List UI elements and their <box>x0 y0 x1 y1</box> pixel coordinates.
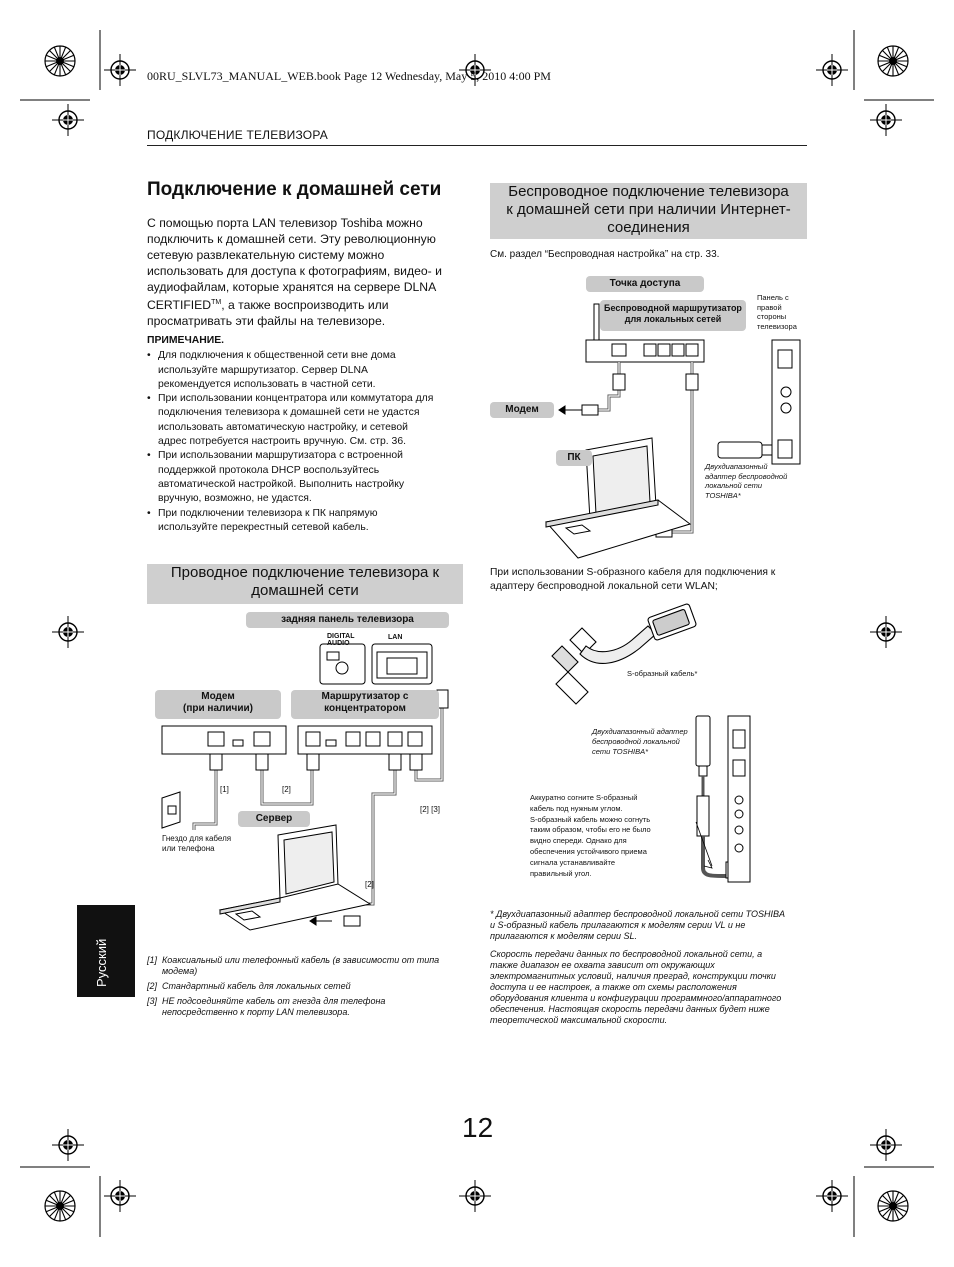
panel-label-line: Панель с <box>757 293 789 302</box>
star-footnote-line: и S-образный кабель прилагаются к моделям серии VL и не <box>490 920 746 930</box>
jack-label-line: Гнездо для кабеля <box>162 834 232 843</box>
trademark: TM <box>211 299 222 306</box>
running-head: ПОДКЛЮЧЕНИЕ ТЕЛЕВИЗОРА <box>147 128 328 142</box>
intro-line: использовать для доступа к фотографиям, видео- и <box>147 264 442 278</box>
certified-text: CERTIFIED <box>147 298 212 313</box>
router-label <box>291 690 439 719</box>
wlan-adapter2-label <box>592 727 688 757</box>
bend-note <box>530 793 651 879</box>
footnote-marker: [1] <box>147 955 158 965</box>
language-tab-label: Русский <box>94 938 109 987</box>
panel-label-line: телевизора <box>757 321 797 331</box>
modem-label <box>155 690 281 719</box>
adapter-label-line: TOSHIBA* <box>705 490 741 500</box>
intro-line: просматривать эти файлы на телевизоре. <box>147 314 386 329</box>
server-label: Сервер <box>238 811 310 827</box>
speed-note-line: также диапазон ее охвата зависит от окружающих <box>490 960 715 970</box>
bend-note-line: правильный угол. <box>530 868 592 878</box>
bend-note-line: видно спереди. Однако для <box>530 836 627 846</box>
note-line: рекомендуется использовать в частной сети. <box>158 378 376 390</box>
note-line: • При подключении телевизора к ПК напрямую <box>158 507 378 519</box>
wireless-heading-line: к домашней сети при наличии Интернет- <box>506 201 791 218</box>
note-item <box>147 507 467 536</box>
digital-audio-line: AUDIO <box>327 640 350 647</box>
adapter2-label-line: беспроводной локальной <box>592 737 680 746</box>
intro-paragraph <box>147 215 467 329</box>
footnote-marker: [2] <box>147 981 158 991</box>
tv-rear-panel <box>320 644 432 684</box>
speed-note-line: обеспечения. Настоящая скорость передачи данных будет ниже <box>490 1004 770 1014</box>
modem-label-line: (при наличии) <box>183 703 253 714</box>
ref-2a: [2] <box>282 785 291 794</box>
header-rule <box>147 145 807 146</box>
panel-label-line: стороны <box>757 312 787 321</box>
intro-tail: , а также воспроизводить или <box>221 298 389 313</box>
wired-footnotes <box>147 955 467 1018</box>
bend-note-line: таким образом, чтобы его не было <box>530 825 651 835</box>
note-line: поддержкой протокола DHCP воспользуйтесь <box>158 464 380 476</box>
wireless-see-ref: См. раздел “Беспроводная настройка” на стр. 33. <box>490 249 720 260</box>
lan-port-label: LAN <box>388 634 403 641</box>
speed-note-line: электромагнитных условий, наличия преград, конструкции точки <box>490 971 776 981</box>
note-line: адрес потребуется настроить вручную. См. стр. 36. <box>158 436 406 448</box>
rear-panel-label: задняя панель телевизора <box>246 612 449 628</box>
wlan-adapter-label <box>705 462 787 500</box>
router-device <box>298 726 432 754</box>
star-footnote-line: прилагаются к моделям серии SL. <box>490 931 638 941</box>
ref-2b: [2] <box>365 880 374 889</box>
tv-side-panel <box>772 340 800 464</box>
speed-note-line: доступа и ее настроек, а также от схемы расположения <box>490 982 737 992</box>
bend-note-line: Аккуратно согните S-образный <box>530 793 638 802</box>
wired-heading-line: домашней сети <box>251 582 359 599</box>
panel-label-line: правой <box>757 302 782 312</box>
server-laptop-icon <box>220 825 370 930</box>
bend-note-line: обеспечения устойчивого приема <box>530 846 647 856</box>
wireless-modem-label: Модем <box>490 402 554 418</box>
adapter2-label-line: Двухдиапазонный адаптер <box>592 727 688 736</box>
adapter-label-line: адаптер беспроводной <box>705 471 788 481</box>
intro-line: аудиофайлам, которые хранятся на сервере DLNA <box>147 280 437 294</box>
adapter-label-line: Двухдиапазонный <box>705 462 768 471</box>
intro-line <box>147 295 467 313</box>
note-line: подключения телевизора к домашней сети не удастся <box>158 407 420 419</box>
speed-note-line: теоретической максимальной скорости. <box>490 1015 668 1025</box>
page-number: 12 <box>462 1112 494 1143</box>
note-line: • При использовании маршрутизатора с встроенной <box>158 450 403 462</box>
router-label-line: концентратором <box>324 703 406 714</box>
speed-note <box>490 949 810 1026</box>
footnote <box>147 955 467 977</box>
adapter-label-line: локальной сети <box>705 481 763 490</box>
wired-heading-line: Проводное подключение телевизора к <box>170 564 440 581</box>
s-cable-icon <box>552 603 697 704</box>
speed-note-line: оборудования клиента и конфигурации программного/аппаратного <box>490 993 782 1003</box>
wireless-router-line: для локальных сетей <box>624 314 722 324</box>
speed-note-line: Скорость передачи данных по беспроводной локальной сети, а <box>490 949 763 959</box>
note-item <box>147 449 467 506</box>
section-title: Подключение к домашней сети <box>147 179 442 200</box>
ref-1: [1] <box>220 785 229 794</box>
wired-diagram <box>150 630 480 950</box>
wireless-heading-line: Беспроводное подключение телевизора <box>508 183 789 200</box>
s-cable-intro-line: адаптеру беспроводной локальной сети WLAN; <box>490 581 718 592</box>
note-title: ПРИМЕЧАНИЕ. <box>147 335 225 346</box>
footnote-text: НЕ подсоединяйте кабель от гнезда для телефона непосредственно к порту LAN телевизора. <box>162 996 386 1017</box>
note-line: использовать автоматическую настройку, и сетевой <box>158 421 408 433</box>
star-footnote-line: * Двухдиапазонный адаптер беспроводной локальной сети TOSHIBA <box>490 909 785 919</box>
footnote-text: Коаксиальный или телефонный кабель (в зависимости от типа модема) <box>162 955 440 976</box>
modem-label-line: Модем <box>201 691 235 702</box>
tv-side-panel-2 <box>728 716 750 882</box>
intro-line: сетевую развлекательную систему можно <box>147 248 385 262</box>
ref-2-3: [2] [3] <box>420 805 441 814</box>
wall-jack-label <box>162 834 231 854</box>
s-cable-label: S-образный кабель* <box>627 669 698 678</box>
wireless-router-line: Беспроводной маршрутизатор <box>604 303 742 313</box>
bend-note-line: S-образный кабель можно согнуть <box>530 814 651 824</box>
access-point-label: Точка доступа <box>586 276 704 292</box>
intro-line: подключить к домашней сети. Эту революционную <box>147 232 436 246</box>
s-cable-intro <box>490 566 810 594</box>
pc-label: ПК <box>556 450 592 466</box>
wireless-heading-line: соединения <box>607 219 690 236</box>
note-line: • При использовании концентратора или коммутатора для <box>158 393 434 405</box>
digital-audio-label <box>327 633 354 647</box>
note-line: вручную, возможно, не удастся. <box>158 493 312 505</box>
footnote <box>147 996 467 1018</box>
router-label-line: Маршрутизатор с <box>321 691 409 702</box>
intro-line: С помощью порта LAN телевизор Toshiba можно <box>147 216 423 230</box>
note-line: • Для подключения к общественной сети вне дома <box>158 350 396 362</box>
wlan-adapter-icon <box>718 442 772 458</box>
note-line: используйте маршрутизатор. Сервер DLNA <box>158 364 368 376</box>
footnote-text: Стандартный кабель для локальных сетей <box>162 981 351 991</box>
bend-note-line: сигнала устанавливайте <box>530 857 616 867</box>
note-item <box>147 392 467 449</box>
wall-jack-icon <box>162 792 180 828</box>
adapter2-label-line: сети TOSHIBA* <box>592 747 649 756</box>
note-item <box>147 349 467 392</box>
wireless-heading <box>490 183 807 239</box>
wireless-diagram <box>490 290 810 570</box>
digital-audio-line: DIGITAL <box>327 633 355 640</box>
wired-heading <box>147 564 463 604</box>
language-tab <box>77 905 135 997</box>
star-footnote <box>490 909 810 942</box>
footnote <box>147 981 467 992</box>
print-header: 00RU_SLVL73_MANUAL_WEB.book Page 12 Wednesday, May 5, 2010 4:00 PM <box>147 69 551 83</box>
note-line: автоматической настройкой. Выполнить настройку <box>158 478 405 490</box>
bend-note-line: кабель под нужным углом. <box>530 803 623 813</box>
s-cable-intro-line: При использовании S-образного кабеля для подключения к <box>490 567 776 578</box>
note-line: используйте перекрестный сетевой кабель. <box>158 521 369 533</box>
modem-device <box>162 726 286 754</box>
jack-label-line: или телефона <box>162 844 215 853</box>
footnote-marker: [3] <box>147 996 158 1006</box>
notes-block <box>147 334 467 535</box>
